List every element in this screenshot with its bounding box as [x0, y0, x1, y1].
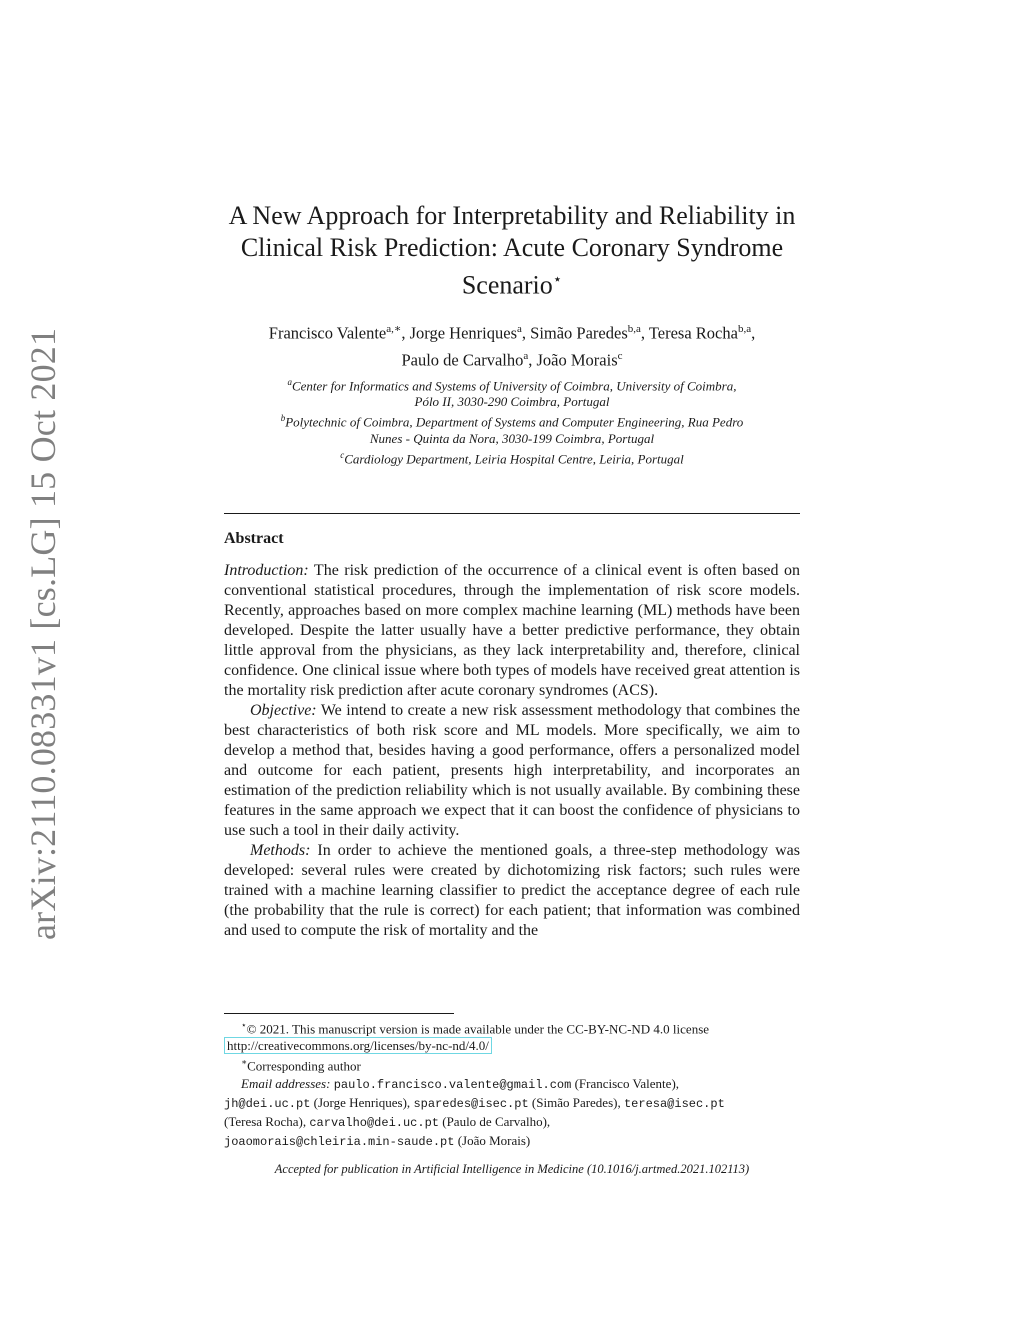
email-owner: (Simão Paredes), — [528, 1094, 624, 1110]
section-label: Introduction: — [224, 562, 309, 579]
abstract-introduction — [224, 561, 800, 701]
title-text: A New Approach for Interpretability and Reliability in Clinical Risk Prediction: Acute Coronary Syndrome Scenario — [228, 201, 796, 300]
affiliations — [200, 374, 824, 467]
paper-title — [200, 200, 824, 302]
author-affil: a — [517, 323, 522, 335]
author: Francisco Valente — [268, 323, 387, 343]
email-label: Email addresses: — [241, 1075, 331, 1091]
author-affil: b,a — [737, 323, 752, 335]
affiliation-text: Nunes - Quinta da Nora, 3030-199 Coimbra, Portugal — [369, 430, 655, 446]
affiliation — [200, 410, 824, 446]
abstract-methods — [224, 841, 800, 941]
paragraph-text: The risk prediction of the occurrence of a clinical event is often based on conventional statistical procedures, through the implementation of risk score models. Recently, approaches based on more complex machine learning (ML) methods have been developed. Despite the latter usually have a better predictive performance, they obtain little approval from the physicians, as they lack interpretability and, therefore, clinical confidence. One clinical issue where both types of models have received great attention is the mortality risk prediction after acute coronary syndromes (ACS). — [224, 562, 800, 699]
license-link-line — [224, 1037, 800, 1054]
author: Jorge Henriques — [409, 323, 517, 343]
author-list — [200, 318, 824, 371]
author-affil: a — [523, 349, 529, 362]
title-footnote-mark: ⋆ — [552, 272, 563, 288]
author-separator: , — [640, 323, 649, 343]
footnote-mark: ⋆ — [241, 1020, 247, 1030]
arxiv-identifier: arXiv:2110.08331v1 [cs.LG] 15 Oct 2021 — [23, 327, 63, 940]
abstract-top-rule — [224, 513, 800, 514]
affiliation-text: Center for Informatics and Systems of University of Coimbra, University of Coimbra, — [291, 378, 737, 394]
corresponding-text: Corresponding author — [247, 1058, 361, 1074]
author: Simão Paredes — [530, 323, 628, 343]
section-label: Methods: — [250, 842, 311, 859]
email-line — [224, 1075, 800, 1094]
email-address[interactable]: joaomorais@chleiria.min-saude.pt — [224, 1134, 455, 1149]
footnotes — [224, 1017, 800, 1151]
footnote-mark: ∗ — [241, 1057, 248, 1068]
email-owner: (João Morais) — [454, 1132, 531, 1148]
section-label: Objective: — [250, 702, 317, 719]
email-owner: (Jorge Henriques), — [310, 1094, 414, 1110]
author-affil: b,a — [627, 323, 641, 335]
affiliation-mark: b — [280, 413, 286, 424]
affiliation-text: Polytechnic of Coimbra, Department of Systems and Computer Engineering, Rua Pedro — [285, 414, 744, 430]
affiliation-text: Cardiology Department, Leiria Hospital Centre, Leiria, Portugal — [344, 450, 684, 466]
affiliation-mark: c — [340, 449, 345, 460]
email-line — [224, 1113, 800, 1132]
author-separator: , — [528, 350, 537, 369]
affiliation-mark: a — [287, 377, 292, 387]
abstract-heading: Abstract — [224, 530, 284, 547]
email-owner: (Paulo de Carvalho), — [438, 1113, 551, 1129]
publication-note: Accepted for publication in Artificial Intelligence in Medicine (10.1016/j.artmed.2021.102113) — [274, 1162, 750, 1176]
email-address[interactable]: carvalho@dei.uc.pt — [309, 1115, 439, 1130]
author: Paulo de Carvalho — [401, 350, 524, 369]
paragraph-text: We intend to create a new risk assessment methodology that combines the best characteristics of both risk score and ML models. More specifically, we aim to develop a method that, besides having a good performance, offers a personalized model and outcome for each patient, presents high interpretability, and incorporates an estimation of the prediction reliability which is not usually available. By combining these features in the same approach we expect that it can boost the confidence of physicians to use such a tool in their daily activity. — [224, 702, 800, 839]
author: João Morais — [536, 350, 618, 369]
email-address[interactable]: sparedes@isec.pt — [413, 1096, 529, 1111]
email-owner: (Francisco Valente), — [571, 1075, 680, 1091]
email-address[interactable]: paulo.francisco.valente@gmail.com — [333, 1077, 572, 1092]
author-separator: , — [521, 323, 531, 343]
abstract-objective — [224, 701, 800, 841]
email-line — [224, 1094, 800, 1113]
author-affil: a,∗ — [386, 323, 402, 335]
affiliation — [200, 374, 824, 410]
affiliation-text: Pólo II, 3030-290 Coimbra, Portugal — [414, 394, 610, 410]
license-footnote — [224, 1017, 800, 1037]
email-line — [224, 1132, 800, 1151]
affiliation — [200, 447, 824, 467]
email-address[interactable]: jh@dei.uc.pt — [224, 1096, 311, 1111]
author-affil: c — [617, 349, 623, 362]
author-separator: , — [401, 323, 410, 343]
license-link[interactable]: http://creativecommons.org/licenses/by-nc-nd/4.0/ — [224, 1037, 492, 1054]
author-separator: , — [751, 323, 756, 343]
email-owner: (Teresa Rocha), — [224, 1113, 310, 1129]
author: Teresa Rocha — [648, 323, 738, 343]
paragraph-text: In order to achieve the mentioned goals, a three-step methodology was developed: several rules were created by dichotomizing risk factors; such rules were trained with a machine learning classifier to predict the acceptance degree of each rule (the probability that the rule is correct) for each patient; that information was combined and used to compute the risk of mortality and the — [224, 842, 800, 939]
email-address[interactable]: teresa@isec.pt — [623, 1096, 725, 1111]
copyright-text: © 2021. This manuscript version is made available under the CC-BY-NC-ND 4.0 license — [246, 1021, 710, 1037]
footnote-rule — [224, 1013, 454, 1014]
corresponding-footnote — [224, 1054, 800, 1074]
abstract-body — [224, 561, 800, 941]
